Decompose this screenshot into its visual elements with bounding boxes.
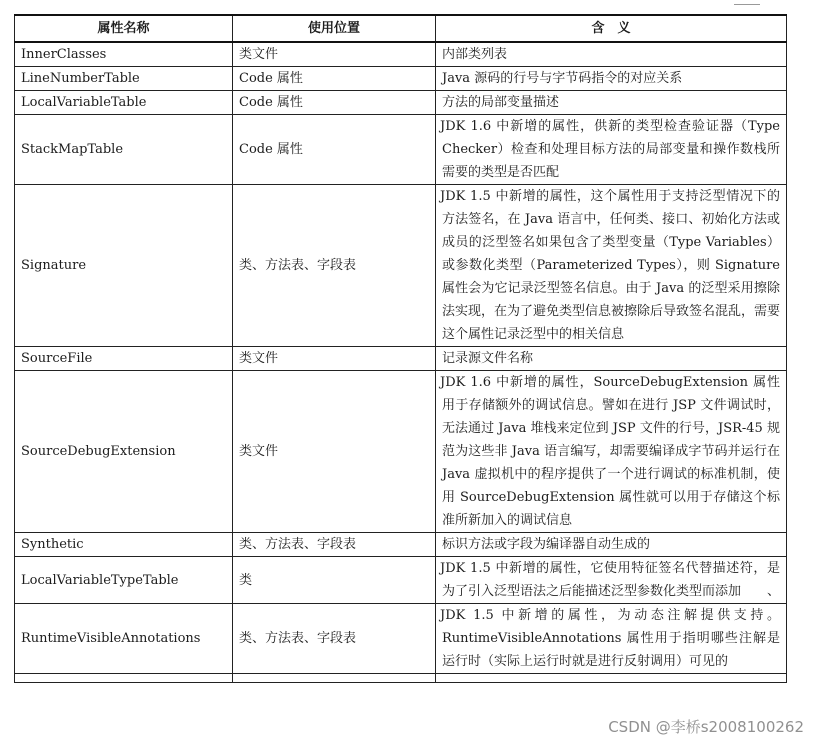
- cell-name: LineNumberTable: [15, 67, 233, 91]
- cell-meaning: 标识方法或字段为编译器自动生成的: [436, 533, 787, 557]
- header-meaning: 含 义: [436, 15, 787, 42]
- table-row: [15, 42, 787, 67]
- table-row: [15, 185, 787, 347]
- cell-location: Code 属性: [233, 115, 436, 185]
- cell-name: Synthetic: [15, 533, 233, 557]
- cell-location: 类文件: [233, 347, 436, 371]
- cell-empty: [436, 674, 787, 683]
- cell-name: Signature: [15, 185, 233, 347]
- cell-meaning: JDK 1.5 中新增的属性，为动态注解提供支持。RuntimeVisibleAnnotations 属性用于指明哪些注解是运行时（实际上运行时就是进行反射调用）可见的: [436, 604, 787, 674]
- cell-location: 类文件: [233, 371, 436, 533]
- cell-meaning: JDK 1.6 中新增的属性，供新的类型检查验证器（Type Checker）检查和处理目标方法的局部变量和操作数栈所需要的类型是否匹配: [436, 115, 787, 185]
- table-row: [15, 604, 787, 674]
- page-top-mark: [734, 0, 760, 5]
- table-row: [15, 371, 787, 533]
- cell-name: LocalVariableTypeTable: [15, 557, 233, 604]
- cell-meaning: 方法的局部变量描述: [436, 91, 787, 115]
- cell-name: InnerClasses: [15, 42, 233, 67]
- cell-name: SourceDebugExtension: [15, 371, 233, 533]
- cell-empty: [15, 674, 233, 683]
- table-row: [15, 347, 787, 371]
- cell-name: RuntimeVisibleAnnotations: [15, 604, 233, 674]
- watermark: CSDN @李桥s2008100262: [608, 718, 804, 736]
- cell-meaning: Java 源码的行号与字节码指令的对应关系: [436, 67, 787, 91]
- cell-location: Code 属性: [233, 91, 436, 115]
- table-row: [15, 115, 787, 185]
- table-row: [15, 91, 787, 115]
- cell-location: Code 属性: [233, 67, 436, 91]
- cell-location: 类、方法表、字段表: [233, 604, 436, 674]
- cell-meaning: JDK 1.5 中新增的属性，它使用特征签名代替描述符，是为了引入泛型语法之后能描述泛型参数化类型而添加 、: [436, 557, 787, 604]
- cell-location: 类: [233, 557, 436, 604]
- table-row: [15, 533, 787, 557]
- table-row: [15, 557, 787, 604]
- cell-meaning: 内部类列表: [436, 42, 787, 67]
- cell-location: 类、方法表、字段表: [233, 533, 436, 557]
- cell-name: SourceFile: [15, 347, 233, 371]
- cell-name: StackMapTable: [15, 115, 233, 185]
- table-row: [15, 67, 787, 91]
- attribute-table: [14, 14, 787, 683]
- cell-location: 类、方法表、字段表: [233, 185, 436, 347]
- table-row-cut-off: [15, 674, 787, 683]
- table-header-row: [15, 15, 787, 42]
- cell-meaning: JDK 1.6 中新增的属性，SourceDebugExtension 属性用于存储额外的调试信息。譬如在进行 JSP 文件调试时，无法通过 Java 堆栈来定位到 JSP 文件的行号，JSR-45 规范为这些非 Java 语言编写，却需要编译成字节码并运行在 Java 虚拟机中的程序提供了一个进行调试的标准机制，使用 SourceDebugExtension 属性就可以用于存储这个标准所新加入的调试信息: [436, 371, 787, 533]
- cell-empty: [233, 674, 436, 683]
- header-location: 使用位置: [233, 15, 436, 42]
- header-name: 属性名称: [15, 15, 233, 42]
- cell-meaning: JDK 1.5 中新增的属性，这个属性用于支持泛型情况下的方法签名，在 Java 语言中，任何类、接口、初始化方法或成员的泛型签名如果包含了类型变量（Type Variables）或参数化类型（Parameterized Types），则 Signature 属性会为它记录泛型签名信息。由于 Java 的泛型采用擦除法实现，在为了避免类型信息被擦除后导致签名混乱，需要这个属性记录泛型中的相关信息: [436, 185, 787, 347]
- cell-location: 类文件: [233, 42, 436, 67]
- cell-meaning: 记录源文件名称: [436, 347, 787, 371]
- cell-name: LocalVariableTable: [15, 91, 233, 115]
